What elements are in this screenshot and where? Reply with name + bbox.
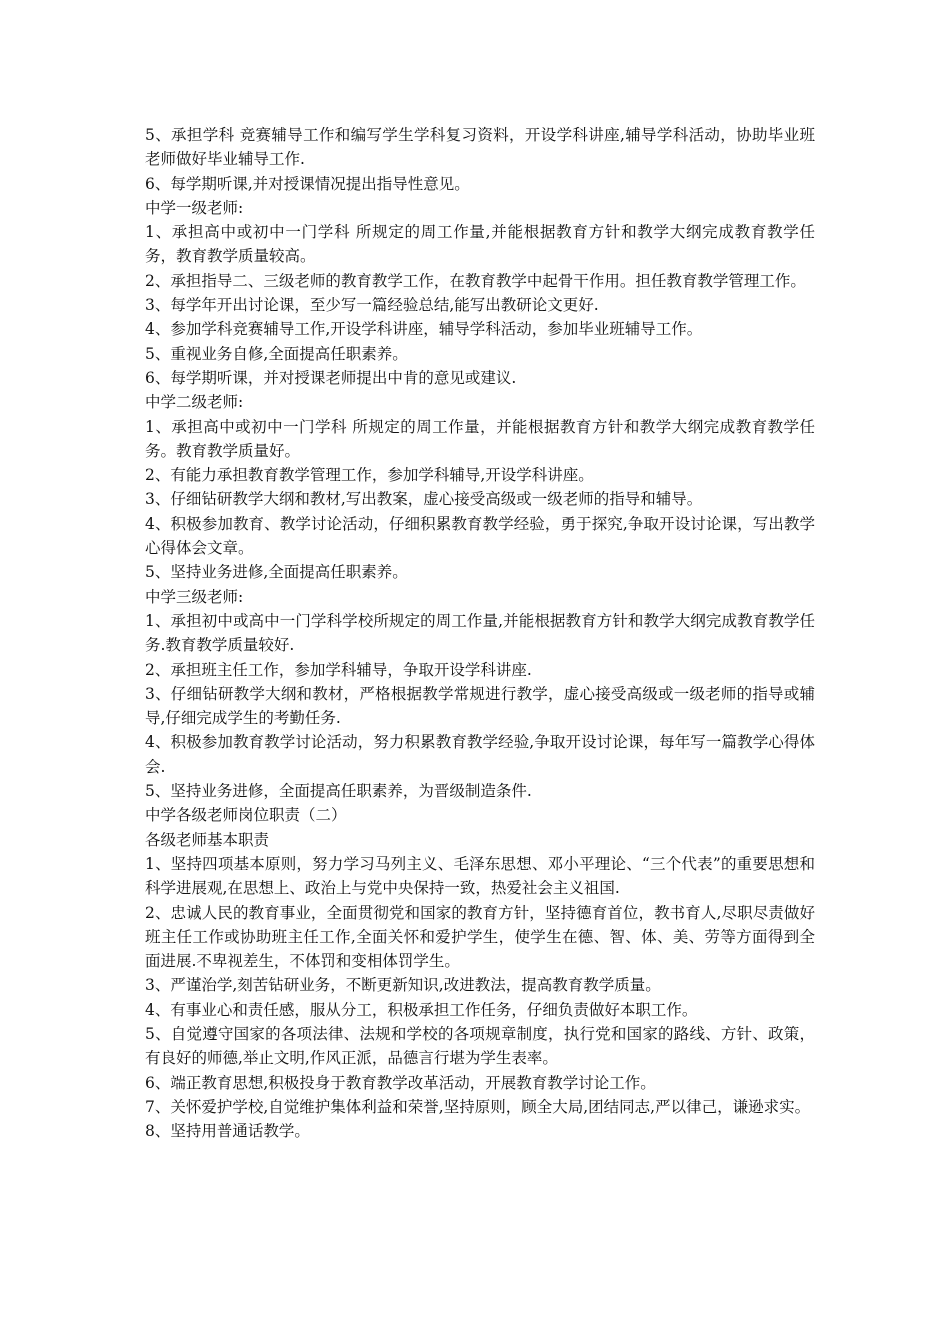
paragraph: 2、承担指导二、三级老师的教育教学工作，在教育教学中起骨干作用。担任教育教学管理工作。 <box>145 271 806 290</box>
paragraph: 3、严谨治学,刻苦钻研业务，不断更新知识,改进教法，提高教育教学质量。 <box>145 976 661 995</box>
section-heading: 各级老师基本职责 <box>145 830 270 849</box>
section-title: 中学各级老师岗位职责（二） <box>145 806 347 825</box>
paragraph: 1、坚持四项基本原则，努力学习马列主义、毛泽东思想、邓小平理论、“三个代表”的重要思想和科学进展观,在思想上、政治上与党中央保持一致，热爱社会主义祖国. <box>145 854 815 898</box>
paragraph: 4、参加学科竞赛辅导工作,开设学科讲座，辅导学科活动，参加毕业班辅导工作。 <box>145 320 703 339</box>
paragraph: 4、有事业心和责任感，服从分工，积极承担工作任务，仔细负责做好本职工作。 <box>145 1000 698 1019</box>
paragraph: 1、承担高中或初中一门学科 所规定的周工作量，并能根据教育方针和教学大纲完成教育教学任务。教育教学质量好。 <box>145 417 815 460</box>
paragraph: 5、坚持业务进修，全面提高任职素养，为晋级制造条件. <box>145 782 532 801</box>
paragraph: 8、坚持用普通话教学。 <box>145 1122 310 1141</box>
paragraph: 4、积极参加教育教学讨论活动，努力积累教育教学经验,争取开设讨论课，每年写一篇教学心得体会. <box>145 733 815 776</box>
paragraph: 3、仔细钻研教学大纲和教材,写出教案，虚心接受高级或一级老师的指导和辅导。 <box>145 490 703 509</box>
document-body <box>145 123 815 1143</box>
paragraph: 5、坚持业务进修,全面提高任职素养。 <box>145 563 408 582</box>
paragraph: 5、承担学科 竞赛辅导工作和编写学生学科复习资料，开设学科讲座,辅导学科活动，协助毕业班老师做好毕业辅导工作. <box>145 126 815 169</box>
paragraph: 6、每学期听课，并对授课老师提出中肯的意见或建议. <box>145 368 517 387</box>
section-heading: 中学一级老师: <box>145 198 244 217</box>
paragraph: 7、关怀爱护学校,自觉维护集体利益和荣誉,坚持原则，顾全大局,团结同志,严以律己，谦逊求实。 <box>145 1097 811 1116</box>
paragraph: 6、每学期听课,并对授课情况提出指导性意见。 <box>145 174 470 193</box>
paragraph: 3、每学年开出讨论课，至少写一篇经验总结,能写出教研论文更好. <box>145 296 599 315</box>
paragraph: 4、积极参加教育、教学讨论活动，仔细积累教育教学经验，勇于探究,争取开设讨论课，写出教学心得体会文章。 <box>145 514 815 558</box>
paragraph: 2、承担班主任工作，参加学科辅导，争取开设学科讲座. <box>145 660 532 679</box>
section-heading: 中学三级老师: <box>145 587 244 606</box>
paragraph: 1、承担初中或高中一门学科学校所规定的周工作量,并能根据教育方针和教学大纲完成教育教学任务.教育教学质量较好. <box>145 611 815 655</box>
paragraph: 5、重视业务自修,全面提高任职素养。 <box>145 344 408 363</box>
paragraph: 3、仔细钻研教学大纲和教材，严格根据教学常规进行教学，虚心接受高级或一级老师的指导或辅导,仔细完成学生的考勤任务. <box>145 684 815 728</box>
paragraph: 2、忠诚人民的教育事业，全面贯彻党和国家的教育方针，坚持德育首位，教书育人,尽职尽责做好班主任工作或协助班主任工作,全面关怀和爱护学生，使学生在德、智、体、美、劳等方面得到全面进展.不卑视差生，不体罚和变相体罚学生。 <box>145 903 815 971</box>
paragraph: 5、自觉遵守国家的各项法律、法规和学校的各项规章制度，执行党和国家的路线、方针、政策，有良好的师德,举止文明,作风正派，品德言行堪为学生表率。 <box>145 1024 815 1068</box>
paragraph: 1、承担高中或初中一门学科 所规定的周工作量,并能根据教育方针和教学大纲完成教育教学任务，教育教学质量较高。 <box>145 223 815 266</box>
paragraph: 2、有能力承担教育教学管理工作，参加学科辅导,开设学科讲座。 <box>145 466 594 485</box>
section-heading: 中学二级老师: <box>145 393 244 412</box>
paragraph: 6、端正教育思想,积极投身于教育教学改革活动，开展教育教学讨论工作。 <box>145 1073 656 1092</box>
